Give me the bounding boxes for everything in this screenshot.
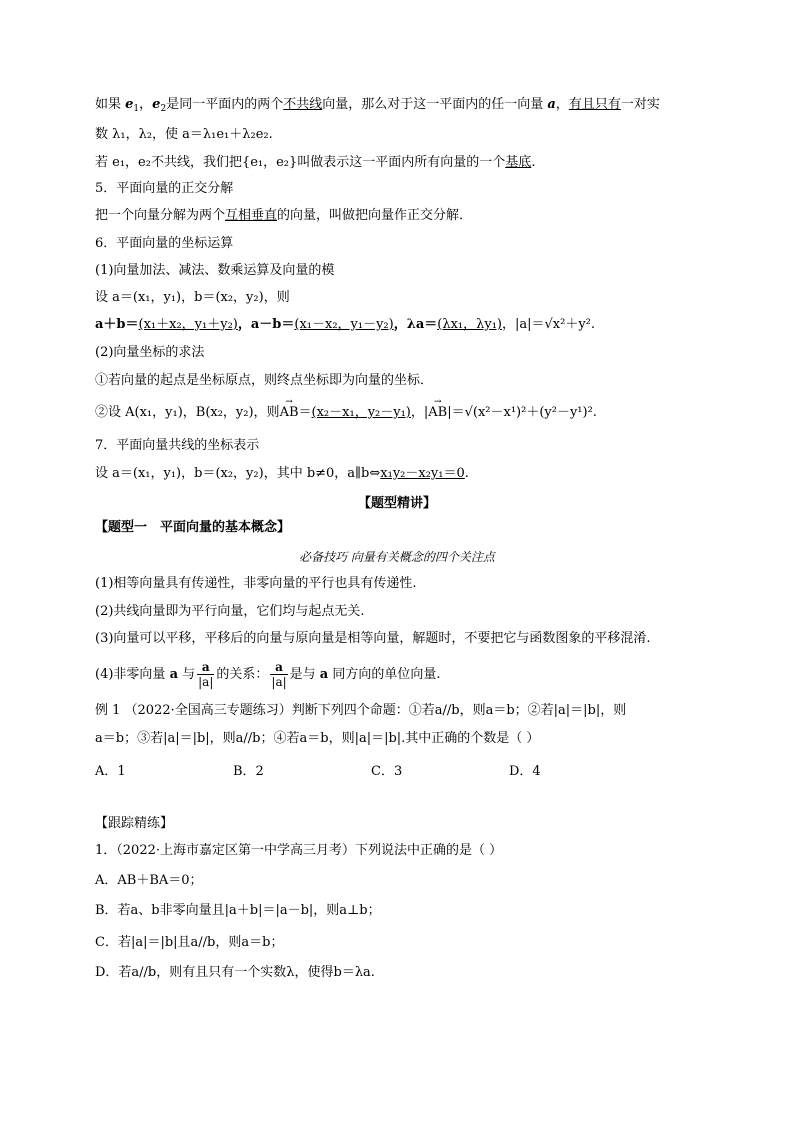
practice-option-a: A．AB＋BA＝0； — [95, 873, 203, 888]
type-1-heading: 【题型一 平面向量的基本概念】 — [95, 520, 291, 535]
underline-noncollinear: 不共线 — [283, 97, 323, 112]
example-1-option-b: B．2 — [233, 764, 264, 779]
example-1-option-c: C．3 — [371, 764, 403, 779]
basis-theorem-line-2: 数 λ₁，λ₂，使 a＝λ₁e₁＋λ₂e₂. — [95, 127, 273, 142]
subsection-6-1: (1)向量加法、减法、数乘运算及向量的模 — [95, 263, 335, 278]
coord-from-points: ②设 A(x₁，y₁)，B(x₂，y₂)，则→ AB＝(x₂－x₁，y₂－y₁)，|→ AB|＝√(x²－x¹)²＋(y²－y¹)². — [95, 404, 597, 422]
tip-3: (3)向量可以平移，平移后的向量与原向量是相等向量，解题时，不要把它与函数图象的平移混淆. — [95, 631, 651, 646]
tip-heading: 必备技巧 向量有关概念的四个关注点 — [299, 550, 495, 564]
basis-theorem-line-1: 如果 $e_1$，$e_2$是同一平面内的两个不共线向量，那么对于这一平面内的任一向量 a，有且只有一对实 — [95, 97, 660, 114]
practice-heading: 【跟踪精练】 — [95, 816, 174, 831]
coord-setup: 设 a＝(x₁，y₁)，b＝(x₂，y₂)，则 — [95, 290, 290, 305]
basis-definition: 若 e₁，e₂不共线，我们把{e₁，e₂}叫做表示这一平面内所有向量的一个基底. — [95, 155, 536, 170]
tip-2: (2)共线向量即为平行向量，它们均与起点无关. — [95, 604, 365, 619]
example-1-line-1: 例 1 （2022·全国高三专题练习）判断下列四个命题：①若a//b，则a＝b；②若|a|＝|b|，则 — [95, 703, 627, 718]
example-1-option-a: A．1 — [95, 764, 126, 779]
practice-option-b: B．若a、b非零向量且|a＋b|＝|a－b|，则a⊥b； — [95, 903, 381, 918]
practice-option-c: C．若|a|＝|b|且a//b，则a＝b； — [95, 935, 284, 950]
underline-unique: 有且只有 — [568, 97, 621, 112]
practice-option-d: D．若a//b，则有且只有一个实数λ，使得b＝λa. — [95, 965, 375, 980]
coord-origin-rule: ①若向量的起点是坐标原点，则终点坐标即为向量的坐标． — [95, 373, 434, 388]
collinear-condition: 设 a＝(x₁，y₁)，b＝(x₂，y₂)，其中 b≠0，a∥b⇔x₁y₂－x₂y₁＝0. — [95, 466, 469, 481]
unit-vector-fraction-2: $\frac{a}{|a|}$ — [271, 660, 287, 689]
section-7-title: 7．平面向量共线的坐标表示 — [95, 438, 260, 453]
section-5-title: 5．平面向量的正交分解 — [95, 181, 234, 196]
question-types-heading: 【题型精讲】 — [357, 496, 436, 511]
example-1-option-d: D．4 — [509, 764, 541, 779]
tip-4: (4)非零向量 a 与 $\frac{a}{|a|}$ 的关系： $\frac{a}{|a|}$ 是与 a 同方向的单位向量. — [95, 660, 441, 689]
tip-1: (1)相等向量具有传递性，非零向量的平行也具有传递性. — [95, 576, 417, 591]
unit-vector-fraction: $\frac{a}{|a|}$ — [198, 660, 214, 689]
section-6-title: 6．平面向量的坐标运算 — [95, 236, 234, 251]
practice-question-1: 1．（2022·上海市嘉定区第一中学高三月考）下列说法中正确的是（ ） — [95, 843, 503, 858]
example-1-line-2: a＝b；③若|a|＝|b|，则a//b；④若a＝b，则|a|＝|b|.其中正确的个数是（ ） — [95, 731, 540, 746]
orthogonal-decomposition: 把一个向量分解为两个互相垂直的向量，叫做把向量作正交分解． — [95, 208, 473, 223]
subsection-6-2: (2)向量坐标的求法 — [95, 345, 205, 360]
coord-operations: a＋b＝(x₁＋x₂，y₁＋y₂)，a－b＝(x₁－x₂，y₁－y₂)，λa＝(λx₁，λy₁)，|a|＝√x²＋y². — [95, 317, 596, 332]
